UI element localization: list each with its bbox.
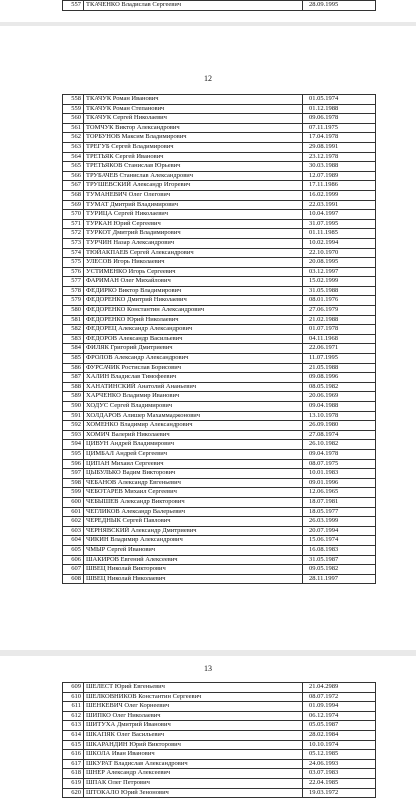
row-number: 567 bbox=[63, 181, 84, 191]
row-number: 591 bbox=[63, 411, 84, 421]
table-row bbox=[63, 219, 376, 229]
birth-date: 06.12.1974 bbox=[303, 711, 376, 721]
row-number: 569 bbox=[63, 200, 84, 210]
birth-date: 10.02.1994 bbox=[303, 238, 376, 248]
person-name: ХАРЧЕНКО Владимир Иванович bbox=[84, 392, 303, 402]
row-number: 571 bbox=[63, 219, 84, 229]
person-name: ХОМЕНКО Владимир Александрович bbox=[84, 421, 303, 431]
person-name: УСТИМЕНКО Игорь Сергеевич bbox=[84, 267, 303, 277]
person-name: ФЕДИРКО Виктор Владимирович bbox=[84, 286, 303, 296]
person-name: ЦИПАН Михаил Сергеевич bbox=[84, 459, 303, 469]
table-row bbox=[63, 210, 376, 220]
birth-date: 15.02.1999 bbox=[303, 277, 376, 287]
birth-date: 27.08.1974 bbox=[303, 430, 376, 440]
birth-date: 20.08.1995 bbox=[303, 258, 376, 268]
person-name: ЧИКИН Владимир Александрович bbox=[84, 536, 303, 546]
row-number: 617 bbox=[63, 759, 84, 769]
row-number: 596 bbox=[63, 459, 84, 469]
table-row bbox=[63, 750, 376, 760]
birth-date: 08.07.1972 bbox=[303, 692, 376, 702]
person-name: ТУРЧИН Назар Александрович bbox=[84, 238, 303, 248]
personnel-table bbox=[62, 682, 376, 798]
row-number: 560 bbox=[63, 114, 84, 124]
person-name: ШКУРАТ Владислав Александрович bbox=[84, 759, 303, 769]
table-row bbox=[63, 114, 376, 124]
row-number: 605 bbox=[63, 545, 84, 555]
person-name: ХОЛДАРОВ Алишер Махаммаджонович bbox=[84, 411, 303, 421]
birth-date: 01.09.1994 bbox=[303, 702, 376, 712]
page-number: 13 bbox=[204, 664, 212, 673]
birth-date: 09.06.1978 bbox=[303, 114, 376, 124]
birth-date: 31.07.1995 bbox=[303, 219, 376, 229]
row-number: 598 bbox=[63, 478, 84, 488]
birth-date: 13.10.1978 bbox=[303, 411, 376, 421]
birth-date: 21.04.2989 bbox=[303, 683, 376, 693]
person-name: ШАКИРОВ Евгений Алексеевич bbox=[84, 555, 303, 565]
birth-date: 18.05.1977 bbox=[303, 507, 376, 517]
table-row bbox=[63, 526, 376, 536]
table-row bbox=[63, 104, 376, 114]
row-number: 601 bbox=[63, 507, 84, 517]
row-number: 585 bbox=[63, 354, 84, 364]
person-name: ТЮЙАКПАЕВ Сергей Александрович bbox=[84, 248, 303, 258]
person-name: ШИПКО Олег Николаевич bbox=[84, 711, 303, 721]
table-row bbox=[63, 449, 376, 459]
table-row bbox=[63, 190, 376, 200]
row-number: 562 bbox=[63, 133, 84, 143]
document-page bbox=[0, 26, 416, 650]
table-row bbox=[63, 123, 376, 133]
birth-date: 01.05.1974 bbox=[303, 95, 376, 105]
birth-date: 19.03.1972 bbox=[303, 788, 376, 798]
table-row bbox=[63, 788, 376, 798]
table-row bbox=[63, 759, 376, 769]
row-number: 578 bbox=[63, 286, 84, 296]
person-name: ЦЫБУЛЬКО Вадим Викторович bbox=[84, 469, 303, 479]
person-name: ХОДУС Сергей Владимирович bbox=[84, 402, 303, 412]
row-number: 565 bbox=[63, 162, 84, 172]
person-name: ЧЕБЫШЕВ Александр Викторович bbox=[84, 497, 303, 507]
table-row bbox=[63, 267, 376, 277]
row-number: 610 bbox=[63, 692, 84, 702]
birth-date: 17.11.1986 bbox=[303, 181, 376, 191]
table-row bbox=[63, 162, 376, 172]
table-row bbox=[63, 740, 376, 750]
birth-date: 01.12.1988 bbox=[303, 104, 376, 114]
personnel-table bbox=[62, 94, 376, 584]
person-name: ШТОКАЛО Юрий Зенонович bbox=[84, 788, 303, 798]
row-number: 586 bbox=[63, 363, 84, 373]
row-number: 581 bbox=[63, 315, 84, 325]
row-number: 597 bbox=[63, 469, 84, 479]
person-name: ТКАЧУК Роман Иванович bbox=[84, 95, 303, 105]
person-name: ФЕДОРЕНКО Юрий Николаевич bbox=[84, 315, 303, 325]
table-row bbox=[63, 306, 376, 316]
table-row bbox=[63, 497, 376, 507]
table-row bbox=[63, 229, 376, 239]
row-number: 607 bbox=[63, 565, 84, 575]
person-name: ШНЕР Александр Алексеевич bbox=[84, 769, 303, 779]
row-number: 557 bbox=[63, 1, 84, 11]
person-name: ТКАЧЕНКО Владислав Сергеевич bbox=[84, 1, 303, 11]
table-row bbox=[63, 421, 376, 431]
birth-date: 01.11.1985 bbox=[303, 229, 376, 239]
row-number: 620 bbox=[63, 788, 84, 798]
row-number: 575 bbox=[63, 258, 84, 268]
person-name: ТРУШЕВСКИЙ Александр Игоревич bbox=[84, 181, 303, 191]
table-row bbox=[63, 248, 376, 258]
birth-date: 21.02.1988 bbox=[303, 315, 376, 325]
table-row bbox=[63, 258, 376, 268]
table-row bbox=[63, 459, 376, 469]
table-row bbox=[63, 238, 376, 248]
birth-date: 10.01.1983 bbox=[303, 469, 376, 479]
table-row bbox=[63, 721, 376, 731]
birth-date: 01.07.1978 bbox=[303, 325, 376, 335]
row-number: 613 bbox=[63, 721, 84, 731]
row-number: 573 bbox=[63, 238, 84, 248]
birth-date: 20.06.1969 bbox=[303, 392, 376, 402]
birth-date: 18.07.1981 bbox=[303, 497, 376, 507]
person-name: ШПАК Олег Петрович bbox=[84, 778, 303, 788]
birth-date: 28.09.1995 bbox=[303, 1, 376, 11]
row-number: 561 bbox=[63, 123, 84, 133]
personnel-table bbox=[62, 0, 376, 11]
person-name: ШИТУХА Дмитрий Иванович bbox=[84, 721, 303, 731]
birth-date: 04.11.1968 bbox=[303, 334, 376, 344]
row-number: 603 bbox=[63, 526, 84, 536]
person-name: ФЕДОРЕНКО Константин Александрович bbox=[84, 306, 303, 316]
person-name: ШВЕЦ Николай Николаевич bbox=[84, 574, 303, 584]
birth-date: 26.03.1999 bbox=[303, 517, 376, 527]
person-name: ТКАЧУК Роман Степанович bbox=[84, 104, 303, 114]
person-name: ФРОЛОВ Александр Александрович bbox=[84, 354, 303, 364]
row-number: 566 bbox=[63, 171, 84, 181]
person-name: УЛЕСОВ Игорь Николаевич bbox=[84, 258, 303, 268]
table-row bbox=[63, 683, 376, 693]
table-row bbox=[63, 277, 376, 287]
table-row bbox=[63, 392, 376, 402]
table-row bbox=[63, 488, 376, 498]
row-number: 583 bbox=[63, 334, 84, 344]
person-name: ТОМЧУК Виктор Александрович bbox=[84, 123, 303, 133]
table-row bbox=[63, 1, 376, 11]
birth-date: 17.04.1978 bbox=[303, 133, 376, 143]
table-row bbox=[63, 315, 376, 325]
table-row bbox=[63, 692, 376, 702]
person-name: ЧЕГЛИКОВ Александр Валерьевич bbox=[84, 507, 303, 517]
person-name: ШЕЛКОВНИКОВ Константин Сергеевич bbox=[84, 692, 303, 702]
person-name: ФЕДОРЕНКО Дмитрий Николаевич bbox=[84, 296, 303, 306]
person-name: ЧЕБАНОВ Александр Евгеньевич bbox=[84, 478, 303, 488]
person-name: ШВЕЦ Николай Викторович bbox=[84, 565, 303, 575]
birth-date: 23.12.1978 bbox=[303, 152, 376, 162]
table-row bbox=[63, 95, 376, 105]
row-number: 590 bbox=[63, 402, 84, 412]
birth-date: 09.01.1996 bbox=[303, 478, 376, 488]
table-row bbox=[63, 171, 376, 181]
person-name: ТУРИЦА Сергей Николаевич bbox=[84, 210, 303, 220]
document-page bbox=[0, 656, 416, 800]
table-row bbox=[63, 711, 376, 721]
row-number: 614 bbox=[63, 730, 84, 740]
row-number: 599 bbox=[63, 488, 84, 498]
person-name: ХОМИЧ Валерий Николаевич bbox=[84, 430, 303, 440]
birth-date: 26.09.1980 bbox=[303, 421, 376, 431]
birth-date: 07.11.1975 bbox=[303, 123, 376, 133]
table-row bbox=[63, 536, 376, 546]
table-row bbox=[63, 517, 376, 527]
birth-date: 16.02.1999 bbox=[303, 190, 376, 200]
person-name: ФИЛЯК Григорий Дмитриевич bbox=[84, 344, 303, 354]
birth-date: 30.03.1988 bbox=[303, 162, 376, 172]
person-name: ТРЕТЬЯК Сергей Иванович bbox=[84, 152, 303, 162]
birth-date: 26.10.1982 bbox=[303, 440, 376, 450]
table-row bbox=[63, 296, 376, 306]
birth-date: 10.10.1974 bbox=[303, 740, 376, 750]
birth-date: 28.11.1997 bbox=[303, 574, 376, 584]
table-row bbox=[63, 545, 376, 555]
table-row bbox=[63, 200, 376, 210]
person-name: ТУМАНЕВИЧ Олег Олегович bbox=[84, 190, 303, 200]
table-row bbox=[63, 334, 376, 344]
birth-date: 03.12.1997 bbox=[303, 267, 376, 277]
person-name: ШКОЛА Иван Иванович bbox=[84, 750, 303, 760]
table-row bbox=[63, 133, 376, 143]
table-row bbox=[63, 181, 376, 191]
birth-date: 08.05.1982 bbox=[303, 382, 376, 392]
row-number: 609 bbox=[63, 683, 84, 693]
page-number: 12 bbox=[204, 74, 212, 83]
row-number: 604 bbox=[63, 536, 84, 546]
person-name: ТОРБУНОВ Максим Владимирович bbox=[84, 133, 303, 143]
table-row bbox=[63, 373, 376, 383]
birth-date: 05.12.1985 bbox=[303, 750, 376, 760]
table-row bbox=[63, 430, 376, 440]
table-row bbox=[63, 382, 376, 392]
table-row bbox=[63, 363, 376, 373]
row-number: 619 bbox=[63, 778, 84, 788]
birth-date: 10.04.1997 bbox=[303, 210, 376, 220]
table-row bbox=[63, 325, 376, 335]
table-row bbox=[63, 286, 376, 296]
person-name: ЧЕРЕДНЫК Сергей Павлович bbox=[84, 517, 303, 527]
person-name: ШЕЛЕСТ Юрий Евгеньевич bbox=[84, 683, 303, 693]
row-number: 594 bbox=[63, 440, 84, 450]
birth-date: 31.05.1988 bbox=[303, 286, 376, 296]
person-name: ТУРКАН Юрий Сергеевич bbox=[84, 219, 303, 229]
birth-date: 22.06.1971 bbox=[303, 344, 376, 354]
row-number: 615 bbox=[63, 740, 84, 750]
row-number: 577 bbox=[63, 277, 84, 287]
person-name: ТУМАТ Дмитрий Владимирович bbox=[84, 200, 303, 210]
row-number: 600 bbox=[63, 497, 84, 507]
row-number: 559 bbox=[63, 104, 84, 114]
person-name: ШКАПЯК Олег Васильевич bbox=[84, 730, 303, 740]
person-name: ФАРИМАН Олег Михайлович bbox=[84, 277, 303, 287]
person-name: ТРУБАЧЕВ Станислав Александрович bbox=[84, 171, 303, 181]
birth-date: 27.06.1979 bbox=[303, 306, 376, 316]
person-name: ЧЕБОТАРЕВ Михаил Сергеевич bbox=[84, 488, 303, 498]
row-number: 606 bbox=[63, 555, 84, 565]
person-name: ШКАРАНДИН Юрий Викторович bbox=[84, 740, 303, 750]
table-row bbox=[63, 402, 376, 412]
birth-date: 05.05.1987 bbox=[303, 721, 376, 731]
person-name: ШЕНКЕВИЧ Олег Корнеевич bbox=[84, 702, 303, 712]
birth-date: 21.05.1988 bbox=[303, 363, 376, 373]
birth-date: 24.06.1993 bbox=[303, 759, 376, 769]
birth-date: 09.04.1978 bbox=[303, 449, 376, 459]
birth-date: 15.06.1974 bbox=[303, 536, 376, 546]
birth-date: 16.08.1983 bbox=[303, 545, 376, 555]
row-number: 608 bbox=[63, 574, 84, 584]
row-number: 587 bbox=[63, 373, 84, 383]
birth-date: 22.04.1985 bbox=[303, 778, 376, 788]
table-row bbox=[63, 478, 376, 488]
person-name: ТРЕГУБ Сергей Владимирович bbox=[84, 142, 303, 152]
table-row bbox=[63, 469, 376, 479]
table-row bbox=[63, 142, 376, 152]
row-number: 589 bbox=[63, 392, 84, 402]
row-number: 564 bbox=[63, 152, 84, 162]
row-number: 579 bbox=[63, 296, 84, 306]
birth-date: 09.08.1996 bbox=[303, 373, 376, 383]
birth-date: 08.01.1976 bbox=[303, 296, 376, 306]
table-row bbox=[63, 344, 376, 354]
person-name: ХАЛИН Владислав Тимофеевич bbox=[84, 373, 303, 383]
person-name: ФЕДОРЕЦ Александр Александрович bbox=[84, 325, 303, 335]
table-row bbox=[63, 152, 376, 162]
person-name: ЦИМБАЛ Андрей Сергеевич bbox=[84, 449, 303, 459]
person-name: ТКАЧУК Сергей Николаевич bbox=[84, 114, 303, 124]
table-row bbox=[63, 555, 376, 565]
birth-date: 12.06.1965 bbox=[303, 488, 376, 498]
row-number: 563 bbox=[63, 142, 84, 152]
birth-date: 09.04.1988 bbox=[303, 402, 376, 412]
birth-date: 12.07.1989 bbox=[303, 171, 376, 181]
table-row bbox=[63, 411, 376, 421]
person-name: ТРЕТЬЯКОВ Станислав Юрьевич bbox=[84, 162, 303, 172]
document-page bbox=[0, 0, 416, 22]
row-number: 572 bbox=[63, 229, 84, 239]
person-name: ЧМЫР Сергей Иванович bbox=[84, 545, 303, 555]
person-name: ФЕДОРОВ Александр Васильевич bbox=[84, 334, 303, 344]
row-number: 580 bbox=[63, 306, 84, 316]
table-row bbox=[63, 730, 376, 740]
row-number: 576 bbox=[63, 267, 84, 277]
person-name: ФУРСАЧИК Ростислав Борисович bbox=[84, 363, 303, 373]
row-number: 558 bbox=[63, 95, 84, 105]
row-number: 595 bbox=[63, 449, 84, 459]
person-name: ЧЕРНЯВСКИЙ Александр Дмитриевич bbox=[84, 526, 303, 536]
row-number: 612 bbox=[63, 711, 84, 721]
row-number: 582 bbox=[63, 325, 84, 335]
row-number: 574 bbox=[63, 248, 84, 258]
row-number: 593 bbox=[63, 430, 84, 440]
birth-date: 31.05.1987 bbox=[303, 555, 376, 565]
table-row bbox=[63, 769, 376, 779]
row-number: 611 bbox=[63, 702, 84, 712]
birth-date: 03.07.1983 bbox=[303, 769, 376, 779]
row-number: 588 bbox=[63, 382, 84, 392]
birth-date: 08.07.1975 bbox=[303, 459, 376, 469]
row-number: 616 bbox=[63, 750, 84, 760]
table-row bbox=[63, 778, 376, 788]
table-row bbox=[63, 354, 376, 364]
birth-date: 22.10.1970 bbox=[303, 248, 376, 258]
table-row bbox=[63, 565, 376, 575]
birth-date: 28.02.1984 bbox=[303, 730, 376, 740]
table-row bbox=[63, 702, 376, 712]
birth-date: 22.03.1991 bbox=[303, 200, 376, 210]
row-number: 592 bbox=[63, 421, 84, 431]
birth-date: 11.07.1995 bbox=[303, 354, 376, 364]
row-number: 568 bbox=[63, 190, 84, 200]
person-name: ЦИВУН Андрей Владимирович bbox=[84, 440, 303, 450]
row-number: 618 bbox=[63, 769, 84, 779]
person-name: ТУРКОТ Дмитрий Владимирович bbox=[84, 229, 303, 239]
table-row bbox=[63, 574, 376, 584]
person-name: ХАНАТИНСКИЙ Анатолий Ананьевич bbox=[84, 382, 303, 392]
table-row bbox=[63, 440, 376, 450]
birth-date: 29.08.1991 bbox=[303, 142, 376, 152]
birth-date: 20.07.1994 bbox=[303, 526, 376, 536]
birth-date: 09.05.1982 bbox=[303, 565, 376, 575]
row-number: 570 bbox=[63, 210, 84, 220]
row-number: 584 bbox=[63, 344, 84, 354]
table-row bbox=[63, 507, 376, 517]
row-number: 602 bbox=[63, 517, 84, 527]
